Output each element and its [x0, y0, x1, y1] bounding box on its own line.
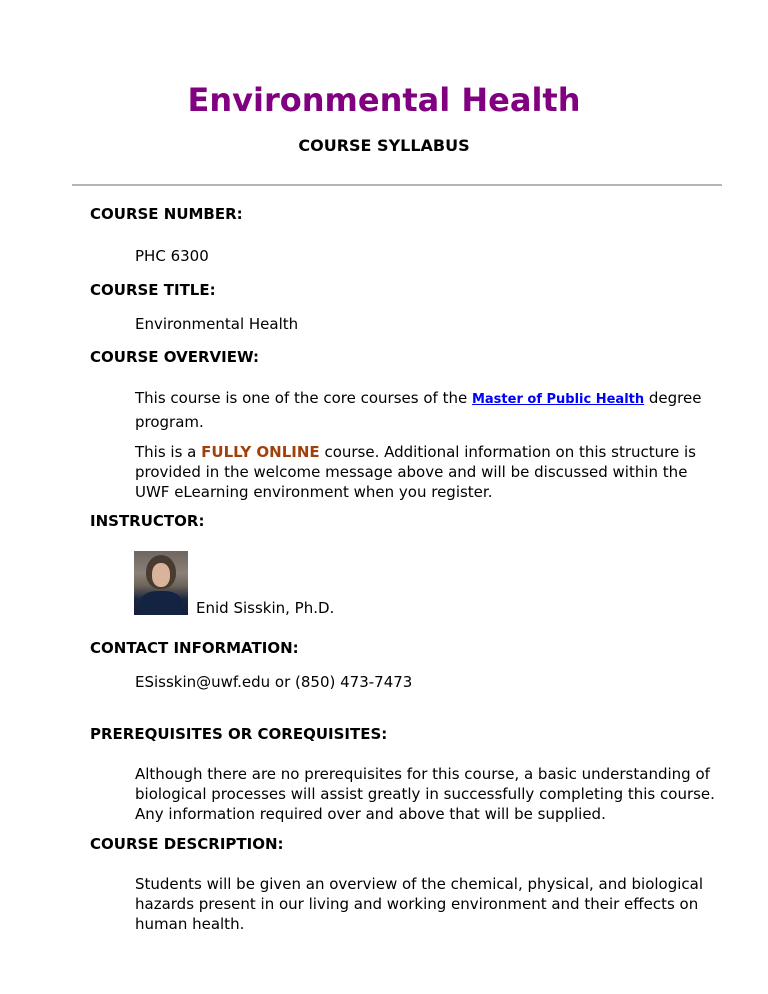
course-title-value: Environmental Health	[135, 315, 299, 333]
overview-p2-text-after: course. Additional information on this structure is provided in the welcome message above and will be discussed within the UWF eLearning environment when you register.	[135, 443, 696, 501]
course-number-value: PHC 6300	[135, 247, 209, 265]
course-description-heading: COURSE DESCRIPTION:	[90, 835, 284, 853]
course-overview-paragraph-1	[135, 387, 725, 433]
photo-face-shape	[152, 563, 170, 587]
photo-body-shape	[140, 591, 182, 615]
page-title: Environmental Health	[187, 81, 581, 119]
course-title-heading: COURSE TITLE:	[90, 281, 216, 299]
instructor-heading: INSTRUCTOR:	[90, 512, 205, 530]
course-description-value: Students will be given an overview of the chemical, physical, and biological hazards present in our living and working environment and their effects on human health.	[135, 875, 704, 933]
overview-p2-text-before: This is a	[135, 443, 202, 461]
instructor-name: Enid Sisskin, Ph.D.	[196, 599, 335, 617]
master-of-public-health-link[interactable]: Master of Public Health	[471, 392, 645, 407]
overview-p1-text-after: degree program.	[135, 389, 702, 431]
header-divider	[72, 184, 722, 186]
course-overview-heading: COURSE OVERVIEW:	[90, 348, 260, 366]
page-subtitle: COURSE SYLLABUS	[298, 136, 470, 155]
contact-value: ESisskin@uwf.edu or (850) 473-7473	[135, 673, 413, 691]
fully-online-highlight: FULLY ONLINE	[201, 443, 320, 461]
course-number-heading: COURSE NUMBER:	[90, 205, 243, 223]
prerequisites-heading: PREREQUISITES OR COREQUISITES:	[90, 725, 388, 743]
overview-p1-text-before: This course is one of the core courses of the	[135, 389, 472, 407]
contact-heading: CONTACT INFORMATION:	[90, 639, 299, 657]
instructor-photo	[134, 551, 188, 615]
prerequisites-value: Although there are no prerequisites for this course, a basic understanding of biological processes will assist greatly in successfully completing this course. Any information required over and above that will be supplied.	[135, 765, 715, 823]
course-overview-paragraph-2	[135, 442, 725, 502]
